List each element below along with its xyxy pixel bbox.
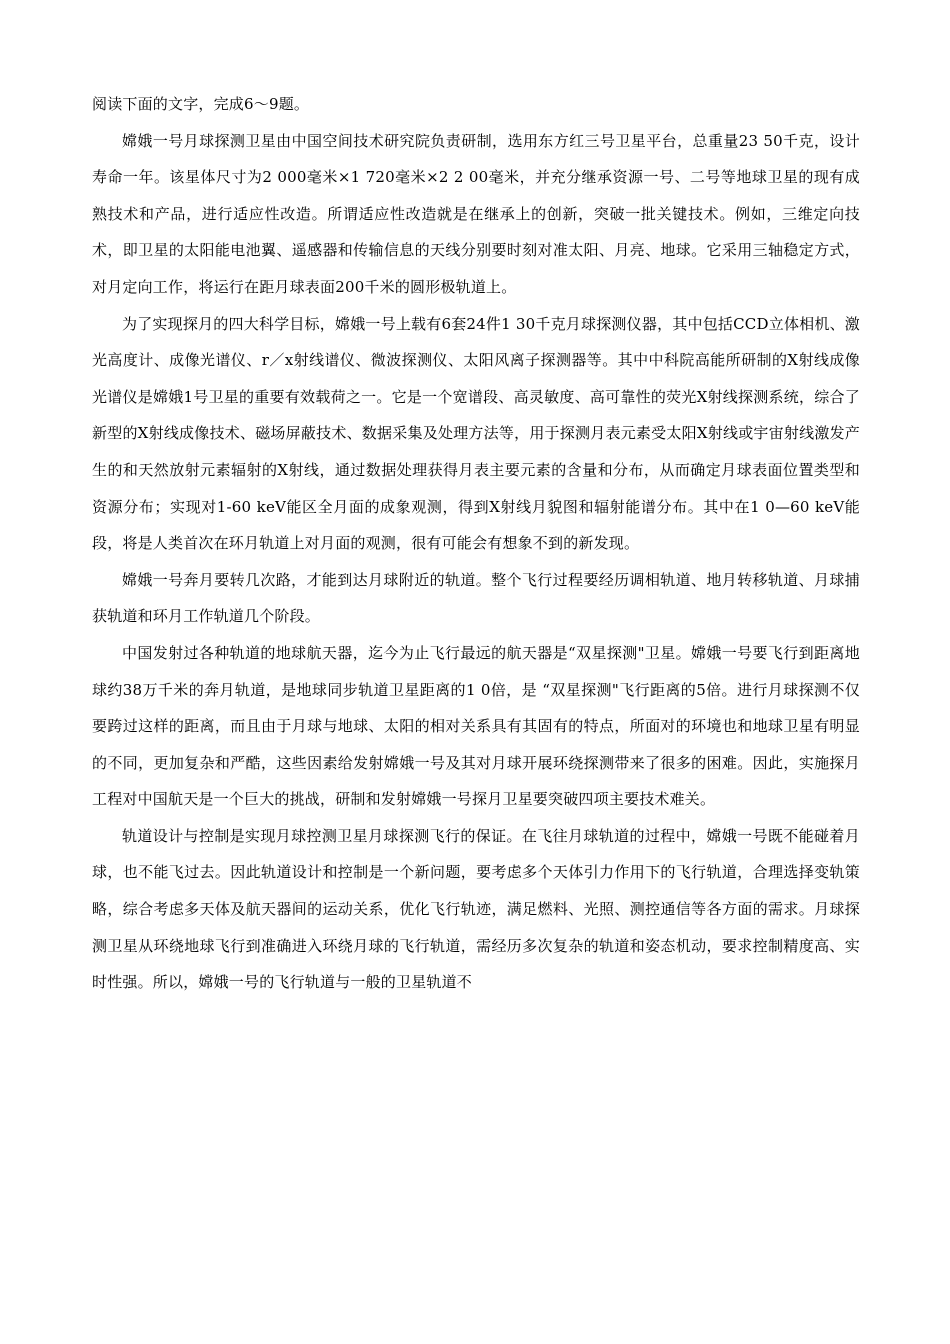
paragraph-distance-challenges: 中国发射过各种轨道的地球航天器，迄今为止飞行最远的航天器是“双星探测"卫星。嫦娥一号要飞行到距离地球约38万千米的奔月轨道，是地球同步轨道卫星距离的1 0倍，是 “双星探测"飞行距离的5倍。进行月球探测不仅要跨过这样的距离，而且由于月球与地球、太阳的相对关系具有其固有的特点，所面对的环境也和地球卫星有明显的不同，更加复杂和严酷，这些因素给发射嫦娥一号及其对月球开展环绕探测带来了很多的困难。因此，实施探月工程对中国航天是一个巨大的挑战，研制和发射嫦娥一号探月卫星要突破四项主要技术难关。	[92, 643, 860, 809]
paragraph-satellite-overview: 嫦娥一号月球探测卫星由中国空间技术研究院负责研制，选用东方红三号卫星平台，总重量23 50千克，设计寿命一年。该星体尺寸为2 000毫米×1 720毫米×2 2 00毫米，并充分继承资源一号、二号等地球卫星的现有成熟技术和产品，进行适应性改造。所谓适应性改造就是在继承上的创新，突破一批关键技术。例如，三维定向技术，即卫星的太阳能电池翼、遥感器和传输信息的天线分别要时刻对准太阳、月亮、地球。它采用三轴稳定方式，对月定向工作，将运行在距月球表面200千米的圆形极轨道上。	[92, 131, 860, 296]
paragraph-scientific-instruments: 为了实现探月的四大科学目标，嫦娥一号上载有6套24件1 30千克月球探测仪器，其中包括CCD立体相机、激光高度计、成像光谱仪、r／x射线谱仪、微波探测仪、太阳风离子探测器等。其中中科院高能所研制的X射线成像光谱仪是嫦娥1号卫星的重要有效载荷之一。它是一个宽谱段、高灵敏度、高可靠性的荧光X射线探测系统，综合了新型的X射线成像技术、磁场屏蔽技术、数据采集及处理方法等，用于探测月表元素受太阳X射线或宇宙射线激发产生的和天然放射元素辐射的X射线，通过数据处理获得月表主要元素的含量和分布，从而确定月球表面位置类型和资源分布；实现对1-60 keV能区全月面的成象观测，得到X射线月貌图和辐射能谱分布。其中在1 0—60 keV能段，将是人类首次在环月轨道上对月面的观测，很有可能会有想象不到的新发现。	[92, 314, 860, 553]
paragraph-orbit-stages: 嫦娥一号奔月要转几次路，才能到达月球附近的轨道。整个飞行过程要经历调相轨道、地月转移轨道、月球捕获轨道和环月工作轨道几个阶段。	[92, 570, 860, 626]
paragraph-orbit-design-control: 轨道设计与控制是实现月球控测卫星月球探测飞行的保证。在飞往月球轨道的过程中，嫦娥一号既不能碰着月球，也不能飞过去。因此轨道设计和控制是一个新问题，要考虑多个天体引力作用下的飞行轨道，合理选择变轨策略，综合考虑多天体及航天器间的运动关系，优化飞行轨迹，满足燃料、光照、测控通信等各方面的需求。月球探测卫星从环绕地球飞行到准确进入环绕月球的飞行轨道，需经历多次复杂的轨道和姿态机动，要求控制精度高、实时性强。所以，嫦娥一号的飞行轨道与一般的卫星轨道不	[92, 826, 860, 992]
document-page	[92, 86, 860, 1001]
reading-instruction: 阅读下面的文字，完成6～9题。	[92, 95, 310, 113]
